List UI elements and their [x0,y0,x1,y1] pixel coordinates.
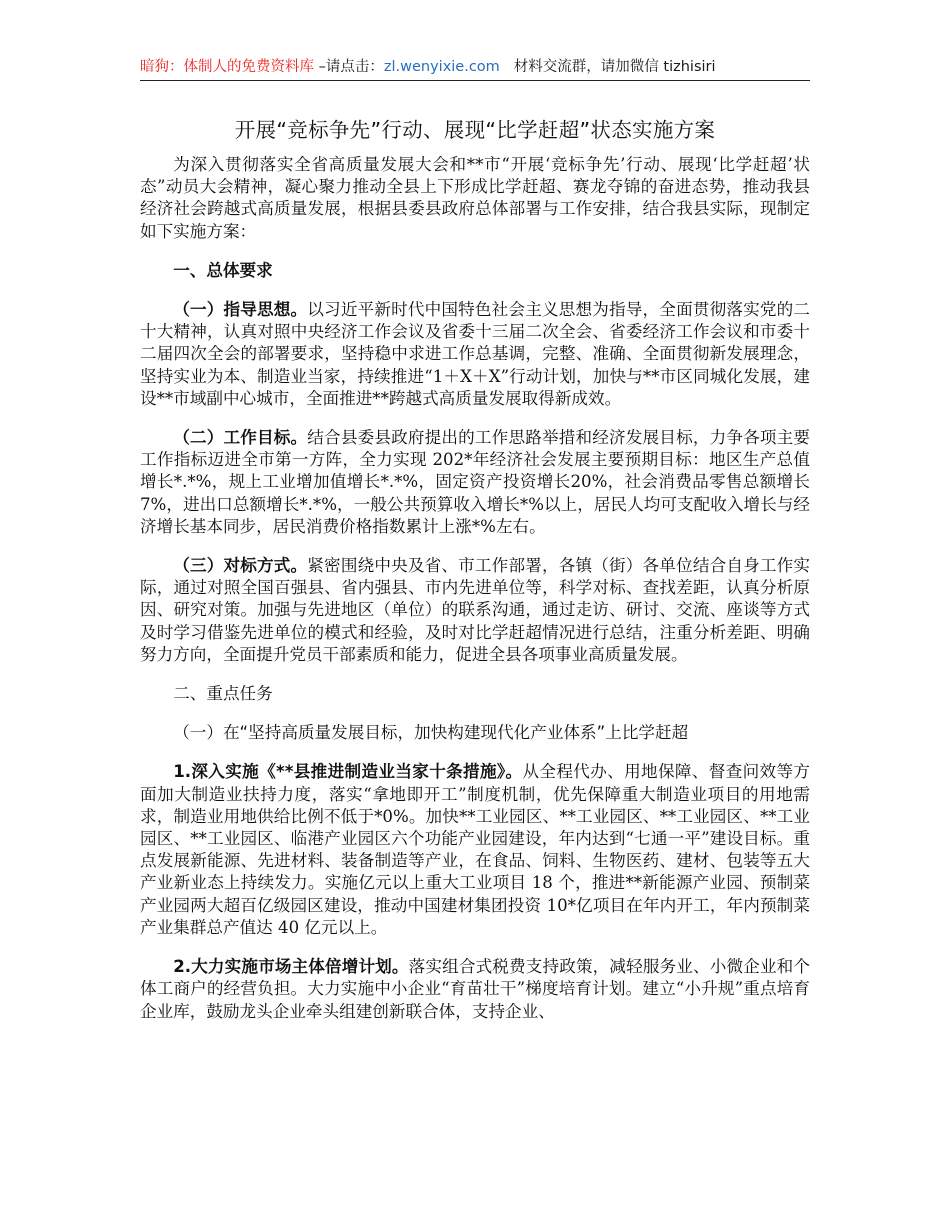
paragraph-benchmark-method [140,555,810,666]
paragraph-market-entity-plan [140,956,810,1023]
promo-site-name: 暗狗：体制人的免费资料库 [140,59,314,75]
header-divider [140,80,810,81]
promo-link[interactable]: zl.wenyixie.com [383,59,500,75]
paragraph-manufacturing-measures [140,761,810,939]
paragraph-text: 结合县委县政府提出的工作思路举措和经济发展目标，力争各项主要工作指标迈进全市第一方阵，全力实现 202*年经济社会发展主要预期目标：地区生产总值增长*.*%，规上工业增加值增长*.*%，固定资产投资增长20%，社会消费品零售总额增长 7%，进出口总额增长*.*%，一般公共预算收入增长*%以上，居民人均可支配收入增长与经济增长基本同步，居民消费价格指数累计上涨*%左右。 [140,428,811,536]
paragraph-text: 以习近平新时代中国特色社会主义思想为指导，全面贯彻落实党的二十大精神，认真对照中央经济工作会议及省委十三届二次全会、省委经济工作会议和市委十二届四次全会的部署要求，坚持稳中求进工作总基调，完整、准确、全面贯彻新发展理念，坚持实业为本、制造业当家，持续推进“1＋X＋X”行动计划，加快与**市区同城化发展，建设**市域副中心城市，全面推进**跨越式高质量发展取得新成效。 [140,300,811,408]
document-title: 开展“竞标争先”行动、展现“比学赶超”状态实施方案 [234,118,716,142]
paragraph-text: 落实组合式税费支持政策，减轻服务业、小微企业和个体工商户的经营负担。大力实施中小企业“育苗壮干”梯度培育计划。建立“小升规”重点培育企业库，鼓励龙头企业牵头组建创新联合体，支持企业、 [140,957,811,1021]
promo-click-prompt: –请点击： [314,59,384,75]
paragraph-text: 从全程代办、用地保障、督查问效等方面加大制造业扶持力度，落实“拿地即开工”制度机制，优先保障重大制造业项目的用地需求，制造业用地供给比例不低于*0%。加快**工业园区、**工业园区、**工业园区、**工业园区、**工业园区、临港产业园区六个功能产业园建设，年内达到“七通一平”建设目标。重点发展新能源、先进材料、装备制造等产业，在食品、饲料、生物医药、建材、包装等五大产业新业态上持续发力。实施亿元以上重大工业项目 18 个，推进**新能源产业园、预制菜产业园两大超百亿级园区建设，推动中国建材集团投资 10*亿项目在年内开工，年内预制菜产业集群总产值达 40 亿元以上。 [140,762,811,937]
intro-paragraph: 为深入贯彻落实全省高质量发展大会和**市“开展‘竞标争先’行动、展现‘比学赶超’状态”动员大会精神，凝心聚力推动全县上下形成比学赶超、赛龙夺锦的奋进态势，推动我县经济社会跨越式高质量发展，根据县委县政府总体部署与工作安排，结合我县实际，现制定如下实施方案： [140,155,810,241]
section-heading-key-tasks: 二、重点任务 [173,684,273,704]
document-body [140,154,810,1040]
paragraph-lead: （一）指导思想。 [173,300,308,320]
paragraph-lead: 2.大力实施市场主体倍增计划。 [173,957,409,977]
paragraph-lead: （二）工作目标。 [173,428,308,448]
paragraph-text: 紧密围绕中央及省、市工作部署，各镇（街）各单位结合自身工作实际，通过对照全国百强县、省内强县、市内先进单位等，科学对标、查找差距，认真分析原因、研究对策。加强与先进地区（单位）的联系沟通，通过走访、研讨、交流、座谈等方式及时学习借鉴先进单位的模式和经验，及时对比学赶超情况进行总结，注重分析差距、明确努力方向，全面提升党员干部素质和能力，促进全县各项事业高质量发展。 [140,556,811,664]
paragraph-lead: （三）对标方式。 [173,556,308,576]
promo-header [140,57,810,77]
paragraph-guiding-thought [140,299,810,410]
section-heading-general-requirements: 一、总体要求 [173,260,273,280]
paragraph-lead: 1.深入实施《**县推进制造业当家十条措施》。 [173,762,523,782]
paragraph-work-goals [140,427,810,538]
promo-contact: 材料交流群，请加微信 tizhisiri [513,59,716,75]
subsection-heading: （一）在“坚持高质量发展目标，加快构建现代化产业体系”上比学赶超 [173,723,689,743]
